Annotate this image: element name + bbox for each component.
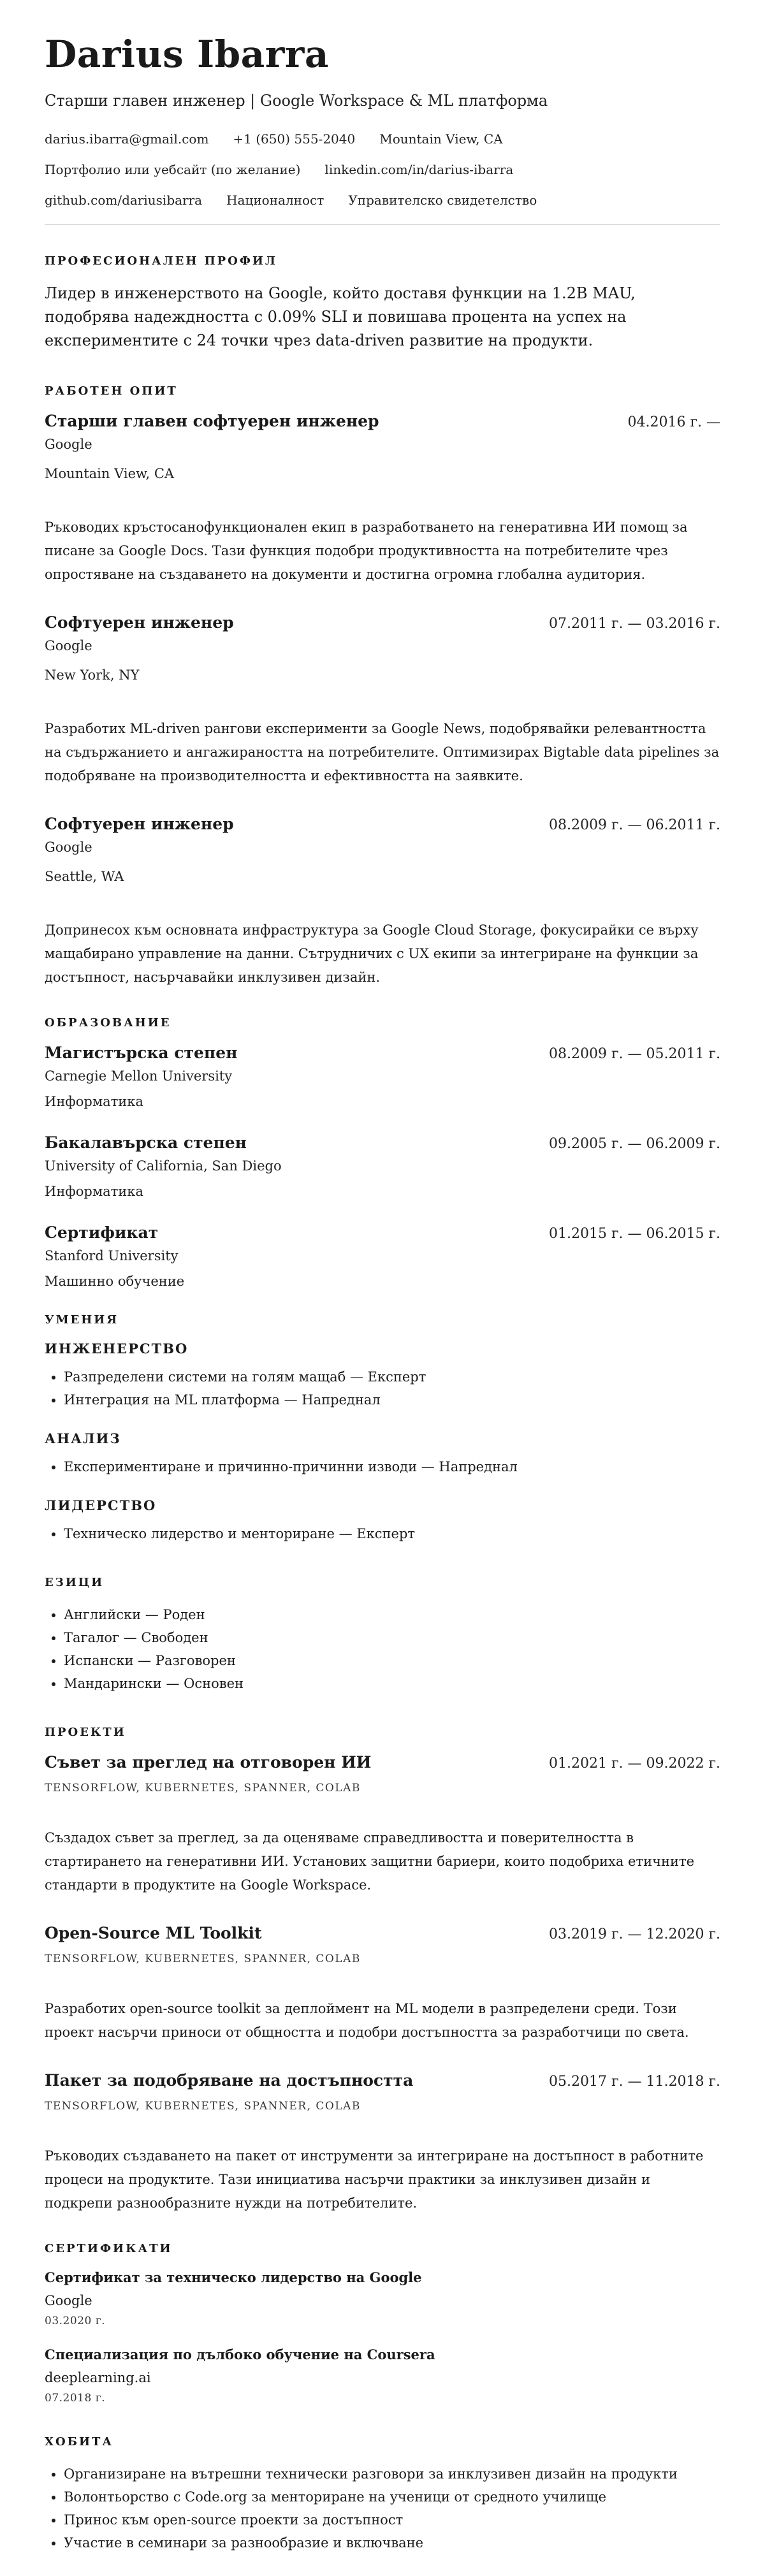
summary-section: [45, 254, 720, 353]
education-title: ОБРАЗОВАНИЕ: [45, 1016, 171, 1030]
github-link[interactable]: github.com/dariusibarra: [45, 193, 203, 208]
project-name: Пакет за подобряване на достъпността: [45, 2071, 414, 2090]
contact-row-1: [45, 131, 720, 147]
job-company: Google: [45, 840, 92, 855]
degree: Бакалавърска степен: [45, 1133, 247, 1152]
languages-title: ЕЗИЦИ: [45, 1576, 105, 1589]
summary-title: ПРОФЕСИОНАЛЕН ПРОФИЛ: [45, 254, 277, 268]
education-dates: 01.2015 г. — 06.2015 г.: [549, 1226, 720, 1242]
projects-title: ПРОЕКТИ: [45, 1726, 126, 1739]
experience-title: РАБОТЕН ОПИТ: [45, 384, 178, 398]
project-dates: 01.2021 г. — 09.2022 г.: [549, 1756, 720, 1772]
job-dates: 07.2011 г. — 03.2016 г.: [549, 616, 720, 632]
certifications-section: [45, 2242, 720, 2405]
field-of-study: Информатика: [45, 1184, 143, 1199]
list-item: • Експериментиране и причинно-причинни изводи — Напреднал: [64, 1455, 720, 1478]
list-item: • Организиране на вътрешни технически разговори за инклузивен дизайн на продукти: [64, 2463, 720, 2485]
project-name: Съвет за преглед на отговорен ИИ: [45, 1753, 372, 1772]
summary-text: Лидер в инженерството на Google, който доставя функции на 1.2B MAU, подобрява надеждността с 0.09% SLI и повишава процента на успех на експериментите с 24 точки чрез data-driven развитие на продукти.: [45, 284, 636, 349]
project-tech: TENSORFLOW, KUBERNETES, SPANNER, COLAB: [45, 1953, 361, 1965]
job-description: Ръководих кръстосанофункционален екип в разработването на генеративна ИИ помощ за писане за Google Docs. Тази функция подобри продуктивността на потребителите чрез опростяване на създаването на документи и достигна огромна глобална аудитория.: [45, 520, 688, 582]
skills-title: УМЕНИЯ: [45, 1313, 119, 1327]
skill-list: [45, 1522, 720, 1545]
skills-section: [45, 1313, 720, 1545]
list-item: • Волонтьорство с Code.org за менториране на ученици от средното училище: [64, 2485, 720, 2508]
job-role: Софтуерен инженер: [45, 613, 234, 632]
school: Stanford University: [45, 1248, 178, 1263]
email-link[interactable]: darius.ibarra@gmail.com: [45, 131, 209, 147]
portfolio-link[interactable]: Портфолио или уебсайт (по желание): [45, 162, 301, 177]
skill-group-title: ЛИДЕРСТВО: [45, 1497, 157, 1513]
skill-list: [45, 1455, 720, 1478]
school: Carnegie Mellon University: [45, 1068, 233, 1084]
education-dates: 08.2009 г. — 05.2011 г.: [549, 1046, 720, 1062]
education-entry: [45, 1044, 720, 1109]
degree: Магистърска степен: [45, 1044, 238, 1062]
project-tech: TENSORFLOW, KUBERNETES, SPANNER, COLAB: [45, 1782, 361, 1794]
certification-name: Сертификат за техническо лидерство на Google: [45, 2269, 422, 2285]
list-item: • Техническо лидерство и менториране — Експерт: [64, 1522, 720, 1545]
hobbies-title: ХОБИТА: [45, 2435, 114, 2449]
list-item: • Разпределени системи на голям мащаб — Експерт: [64, 1365, 720, 1388]
project-description: Ръководих създаването на пакет от инструменти за интегриране на достъпност в работните процеси на продуктите. Тази инициатива насърчи практики за инклузивен дизайн и подкрепи разнообразните нужди на потребителите.: [45, 2148, 704, 2211]
project-entry: [45, 2071, 720, 2215]
project-dates: 03.2019 г. — 12.2020 г.: [549, 1926, 720, 1942]
certification-date: 07.2018 г.: [45, 2392, 106, 2405]
job-description: Разработих ML-driven рангови експерименти за Google News, подобрявайки релевантността на съдържанието и ангажираността на потребителите. Оптимизирах Bigtable data pipelines за подобряване на производителността и ефективността на заявките.: [45, 721, 720, 783]
job-description: Допринесох към основната инфраструктура за Google Cloud Storage, фокусирайки се върху мащабирано управление на данни. Сътрудничих с UX екипи за интегриране на функции за достъпност, насърчавайки инклузивен дизайн.: [45, 922, 699, 985]
field-of-study: Машинно обучение: [45, 1274, 185, 1289]
project-description: Разработих open-source toolkit за деплоймент на ML модели в разпределени среди. Този проект насърчи приноси от общността и подобри достъпността за разработчици по света.: [45, 2001, 689, 2040]
headline: Старши главен инженер | Google Workspace & ML платформа: [45, 92, 548, 110]
list-item: • Мандарински — Основен: [64, 1672, 720, 1695]
skill-group-title: ИНЖЕНЕРСТВО: [45, 1341, 189, 1357]
project-name: Open-Source ML Toolkit: [45, 1924, 262, 1942]
hobby-list: [45, 2463, 720, 2554]
list-item: • Английски — Роден: [64, 1603, 720, 1626]
skill-list: [45, 1365, 720, 1411]
education-dates: 09.2005 г. — 06.2009 г.: [549, 1136, 720, 1152]
job-location: Mountain View, CA: [45, 466, 175, 481]
job-entry: [45, 815, 720, 989]
certification-name: Специализация по дълбоко обучение на Coursera: [45, 2347, 435, 2362]
linkedin-link[interactable]: linkedin.com/in/darius-ibarra: [324, 162, 514, 177]
candidate-name: Darius Ibarra: [45, 33, 329, 76]
project-entry: [45, 1753, 720, 1897]
job-entry: [45, 613, 720, 788]
list-item: • Принос към open-source проекти за достъпност: [64, 2508, 720, 2531]
nationality: Националност: [226, 193, 324, 208]
job-role: Софтуерен инженер: [45, 815, 234, 833]
job-location: Seattle, WA: [45, 869, 124, 884]
license: Управителско свидетелство: [348, 193, 537, 208]
contact-row-3: [45, 193, 720, 208]
field-of-study: Информатика: [45, 1094, 143, 1109]
list-item: • Испански — Разговорен: [64, 1649, 720, 1672]
education-entry: [45, 1133, 720, 1199]
certification-issuer: Google: [45, 2293, 92, 2308]
language-list: [45, 1603, 720, 1695]
certification-entry: [45, 2269, 720, 2327]
location: Mountain View, CA: [379, 131, 503, 147]
certifications-title: СЕРТИФИКАТИ: [45, 2242, 173, 2255]
languages-section: [45, 1576, 720, 1695]
job-dates: 08.2009 г. — 06.2011 г.: [549, 817, 720, 833]
school: University of California, San Diego: [45, 1158, 282, 1174]
list-item: • Интеграция на ML платформа — Напреднал: [64, 1388, 720, 1411]
education-section: [45, 1016, 720, 1289]
list-item: • Участие в семинари за разнообразие и включване: [64, 2531, 720, 2554]
certification-date: 03.2020 г.: [45, 2315, 106, 2327]
job-role: Старши главен софтуерен инженер: [45, 412, 379, 430]
projects-section: [45, 1726, 720, 2215]
header-divider: [45, 224, 720, 225]
degree: Сертификат: [45, 1223, 159, 1242]
contact-row-2: [45, 162, 720, 177]
job-dates: 04.2016 г. —: [627, 414, 720, 430]
project-description: Създадох съвет за преглед, за да оценяваме справедливостта и поверителността в стартирането на генеративни ИИ. Установих защитни бариери, които подобриха етичните стандарти в продуктите на Google Workspace.: [45, 1830, 695, 1893]
job-company: Google: [45, 437, 92, 452]
project-tech: TENSORFLOW, KUBERNETES, SPANNER, COLAB: [45, 2100, 361, 2113]
job-location: New York, NY: [45, 667, 140, 683]
job-entry: [45, 412, 720, 586]
certification-issuer: deeplearning.ai: [45, 2370, 151, 2385]
project-entry: [45, 1924, 720, 2044]
phone[interactable]: +1 (650) 555-2040: [233, 131, 356, 147]
project-dates: 05.2017 г. — 11.2018 г.: [549, 2074, 720, 2090]
job-company: Google: [45, 638, 92, 653]
education-entry: [45, 1223, 720, 1289]
skill-group-title: АНАЛИЗ: [45, 1430, 121, 1446]
hobbies-section: [45, 2435, 720, 2554]
list-item: • Тагалог — Свободен: [64, 1626, 720, 1649]
experience-section: [45, 384, 720, 989]
certification-entry: [45, 2347, 720, 2405]
